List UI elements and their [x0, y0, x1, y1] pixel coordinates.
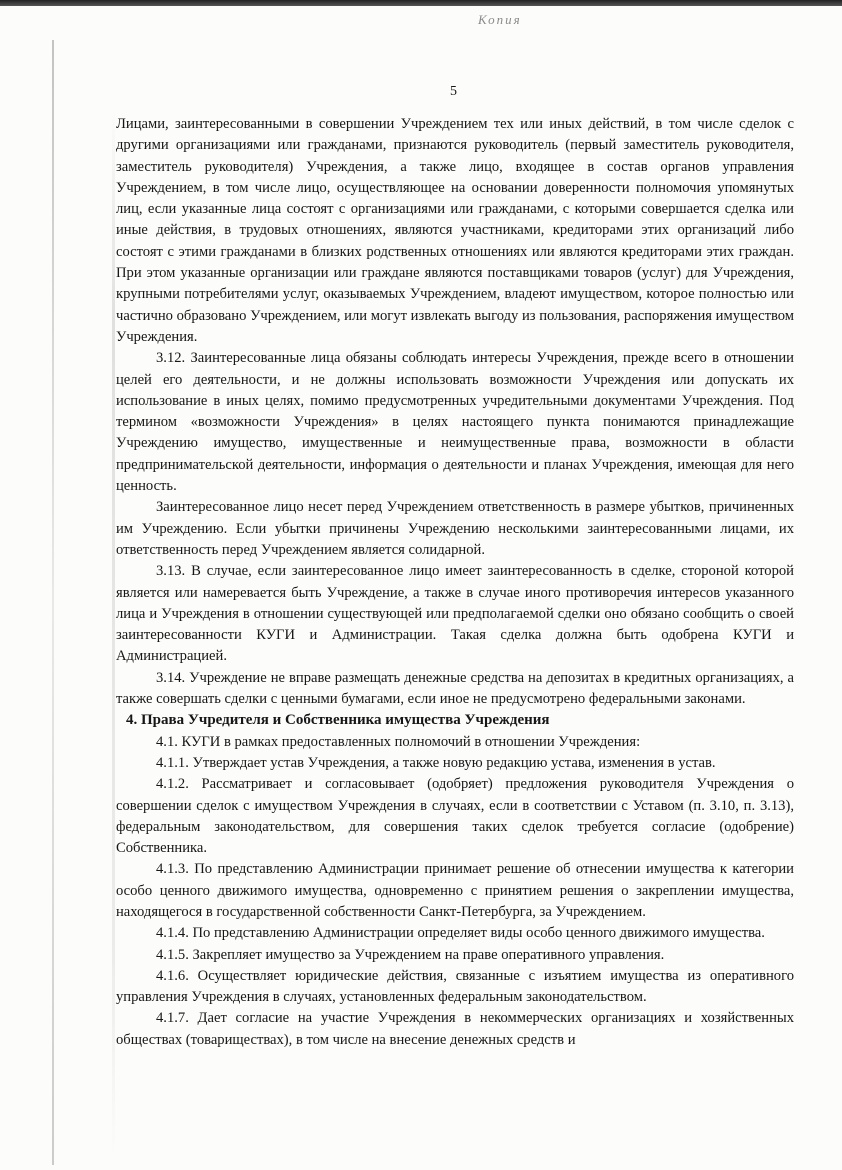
paragraph-interested-persons: Лицами, заинтересованными в совершении Учреждением тех или иных действий, в том числе сделок с другими организациями или гражданами, признаются руководитель (первый заместитель руководителя, заместитель руководителя) Учреждения, а также лицо, входящее в состав органов управления Учреждением, в том числе лицо, осуществляющее на основании доверенности полномочия упомянутых лиц, если указанные лица состоят с организациями или гражданами, с которыми совершается сделка или иные действия, в трудовых отношениях, являются участниками, кредиторами этих организаций либо состоят с этими гражданами в близких родственных отношениях или являются кредиторами этих граждан. При этом указанные организации или граждане являются поставщиками товаров (услуг) для Учреждения, крупными потребителями услуг, оказываемых Учреждением, владеют имуществом, которое полностью или частично образовано Учреждением, или могут извлекать выгоду из пользования, распоряжения имуществом Учреждения.	[116, 116, 794, 345]
section-4-heading: 4. Права Учредителя и Собственника имущества Учреждения	[126, 712, 550, 729]
item-4-1-2: 4.1.2. Рассматривает и согласовывает (одобряет) предложения руководителя Учреждения о совершении сделок с имуществом Учреждения в случаях, если в соответствии с Уставом (п. 3.10, п. 3.13), федеральным законодательством, для совершения таких сделок требуется согласие (одобрение) Собственника.	[116, 776, 794, 857]
page-number: 5	[450, 84, 457, 99]
paragraph-3-12: 3.12. Заинтересованные лица обязаны соблюдать интересы Учреждения, прежде всего в отношении целей его деятельности, и не должны использовать возможности Учреждения или допускать их использование в иных целях, помимо предусмотренных учредительными документами Учреждения. Под термином «возможности Учреждения» в целях настоящего пункта понимаются принадлежащие Учреждению имущество, имущественные и неимущественные права, возможности в области предпринимательской деятельности, информация о деятельности и планах Учреждения, имеющая для него ценность.	[116, 350, 794, 495]
scan-left-edge	[52, 40, 54, 1165]
item-4-1-7: 4.1.7. Дает согласие на участие Учреждения в некоммерческих организациях и хозяйственных обществах (товариществах), в том числе на внесение денежных средств и	[116, 1010, 794, 1048]
scan-top-edge	[0, 0, 842, 6]
item-4-1: 4.1. КУГИ в рамках предоставленных полномочий в отношении Учреждения:	[156, 733, 641, 750]
paragraph-liability: Заинтересованное лицо несет перед Учреждением ответственность в размере убытков, причиненных им Учреждению. Если убытки причинены Учреждению несколькими заинтересованными лицами, их ответственность перед Учреждением является солидарной.	[116, 499, 794, 558]
item-4-1-5: 4.1.5. Закрепляет имущество за Учреждением на праве оперативного управления.	[156, 946, 665, 963]
item-4-1-4: 4.1.4. По представлению Администрации определяет виды особо ценного движимого имущества.	[156, 925, 765, 942]
item-4-1-1: 4.1.1. Утверждает устав Учреждения, а также новую редакцию устава, изменения в устав.	[156, 754, 716, 771]
paragraph-3-13: 3.13. В случае, если заинтересованное лицо имеет заинтересованность в сделке, стороной которой является или намеревается быть Учреждение, а также в случае иного противоречия интересов указанного лица и Учреждения в отношении существующей или предполагаемой сделки оно обязано сообщить о своей заинтересованности КУГИ и Администрации. Такая сделка должна быть одобрена КУГИ и Администрацией.	[116, 563, 794, 665]
scan-fold-shadow	[112, 110, 115, 1160]
paragraph-3-14: 3.14. Учреждение не вправе размещать денежные средства на депозитах в кредитных организациях, а также совершать сделки с ценными бумагами, если иное не предусмотрено федеральными законами.	[116, 669, 794, 708]
document-body	[116, 114, 794, 1051]
header-stamp-mark: Копия	[478, 12, 522, 27]
item-4-1-6: 4.1.6. Осуществляет юридические действия, связанные с изъятием имущества из оперативного управления Учреждения в случаях, установленных федеральным законодательством.	[116, 967, 794, 1006]
item-4-1-3: 4.1.3. По представлению Администрации принимает решение об отнесении имущества к категории особо ценного движимого имущества, одновременно с принятием решения о закреплении имущества, находящегося в государственной собственности Санкт-Петербурга, за Учреждением.	[116, 861, 794, 920]
